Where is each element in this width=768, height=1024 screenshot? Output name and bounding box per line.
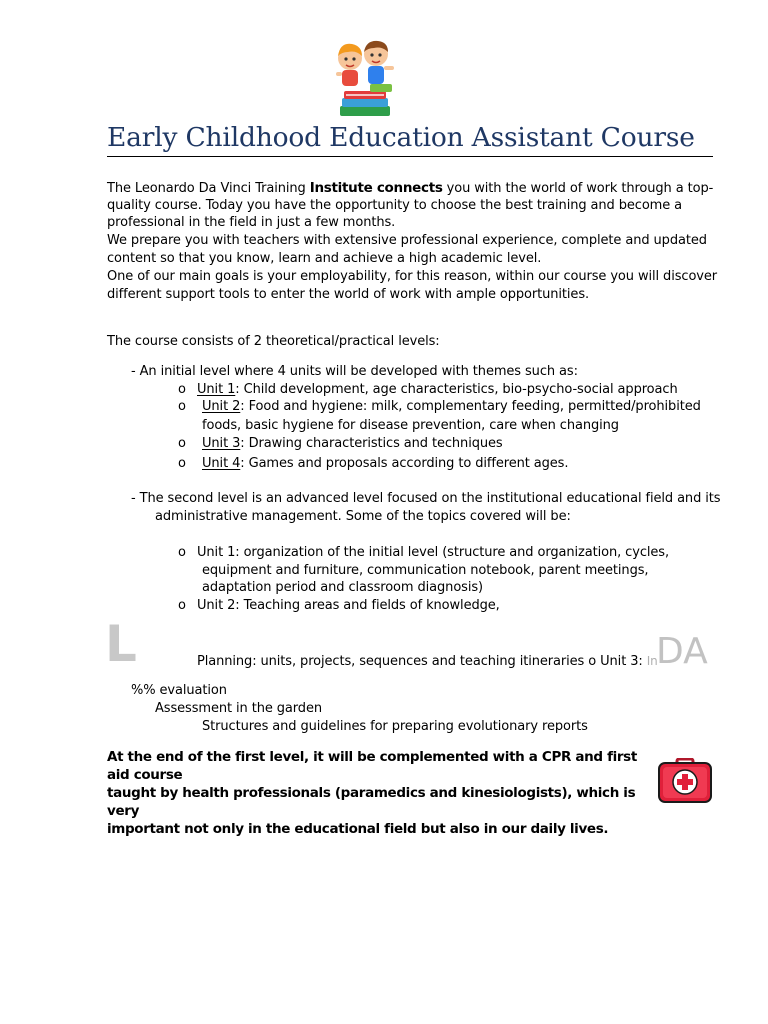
title-divider — [107, 156, 713, 157]
intro-line-4: We prepare you with teachers with extensive professional experience, complete and updated — [107, 233, 707, 248]
list-item-continuation: adaptation period and classroom diagnosis) — [202, 580, 484, 595]
assessment-line: Assessment in the garden — [155, 701, 322, 716]
list-item-continuation: foods, basic hygiene for disease prevention, care when changing — [202, 418, 619, 433]
kids-on-books-illustration — [328, 36, 406, 122]
list-item: o Unit 1: Child development, age characteristics, bio-psycho-social approach — [178, 382, 678, 397]
closing-line-2: taught by health professionals (paramedics and kinesiologists), which is very — [107, 785, 636, 819]
list-item: o Unit 2: Food and hygiene: milk, complementary feeding, permitted/prohibited — [178, 399, 701, 414]
list-item: o Unit 1: organization of the initial level (structure and organization, cycles, — [178, 545, 669, 560]
list-item: o Unit 4: Games and proposals according to different ages. — [178, 456, 569, 471]
bullet-marker: o — [178, 436, 186, 451]
evaluation-line: %% evaluation — [131, 683, 227, 698]
unit-label: Unit 1 — [197, 382, 236, 397]
intro-line-6: One of our main goals is your employability, for this reason, within our course you will discover — [107, 269, 718, 284]
list-item: o Unit 3: Drawing characteristics and techniques — [178, 436, 503, 451]
intro-line-2: quality course. Today you have the opportunity to choose the best training and become a — [107, 198, 683, 213]
bullet-marker: o — [178, 456, 186, 471]
intro-line-1: The Leonardo Da Vinci Training Institute connects you with the world of work through a top- — [107, 180, 714, 196]
first-aid-kit-icon — [657, 758, 713, 804]
level2-intro-line-2: administrative management. Some of the topics covered will be: — [155, 509, 571, 524]
level2-intro-line-1: - The second level is an advanced level focused on the institutional educational field and its — [131, 491, 721, 506]
list-item-continuation: equipment and furniture, communication notebook, parent meetings, — [202, 563, 649, 578]
page-title: Early Childhood Education Assistant Course — [107, 122, 695, 153]
intro-line-7: different support tools to enter the world of work with ample opportunities. — [107, 287, 590, 302]
unit-label: Unit 4 — [202, 456, 241, 471]
level1-intro: - An initial level where 4 units will be developed with themes such as: — [131, 364, 578, 379]
intro-line-3: professional in the field in just a few months. — [107, 215, 396, 230]
planning-line: Planning: units, projects, sequences and teaching itineraries o Unit 3: In — [197, 654, 658, 669]
list-item: o Unit 2: Teaching areas and fields of knowledge, — [178, 598, 500, 613]
closing-line-3: important not only in the educational field but also in our daily lives. — [107, 821, 609, 837]
unit-label: Unit 2 — [202, 399, 241, 414]
levels-intro: The course consists of 2 theoretical/practical levels: — [107, 334, 440, 349]
structures-line: Structures and guidelines for preparing evolutionary reports — [202, 719, 588, 734]
bullet-marker: o — [178, 382, 186, 397]
intro-line-5: content so that you know, learn and achieve a high academic level. — [107, 251, 542, 266]
decorative-letter-l: L — [105, 615, 137, 673]
bullet-marker: o — [178, 598, 186, 613]
unit-label: Unit 3 — [202, 436, 241, 451]
closing-paragraph — [107, 748, 652, 838]
closing-line-1: At the end of the first level, it will be complemented with a CPR and first aid course — [107, 749, 637, 783]
bullet-marker: o — [178, 545, 186, 560]
bullet-marker: o — [178, 399, 186, 414]
decorative-letters-da: DA — [656, 631, 708, 672]
